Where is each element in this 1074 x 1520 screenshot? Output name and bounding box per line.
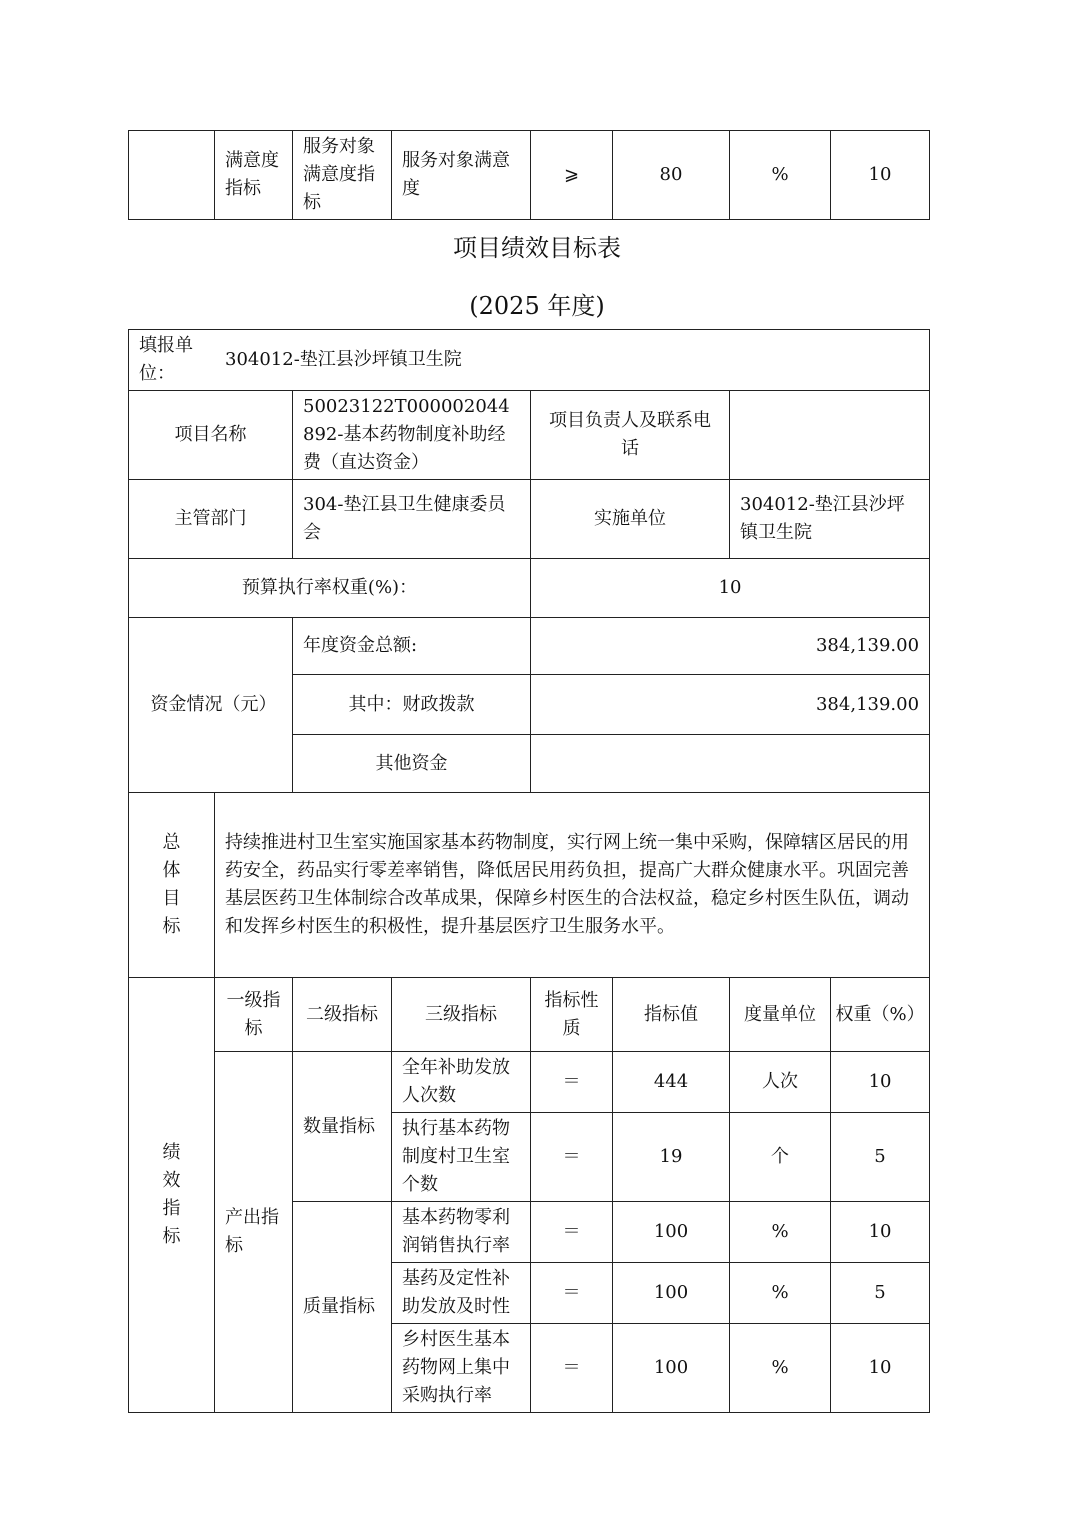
quality-label: 质量指标	[293, 1202, 392, 1413]
other-funds-label: 其他资金	[293, 735, 531, 793]
row-nature: ＝	[531, 1052, 613, 1113]
reporting-unit-row	[129, 330, 930, 391]
goal-text: 持续推进村卫生室实施国家基本药物制度，实行网上统一集中采购，保障辖区居民的用药安全，药品实行零差率销售，降低居民用药负担，提高广大群众健康水平。巩固完善基层医药卫生体制综合改革成果，保障乡村医生的合法权益，稳定乡村医生队伍，调动和发挥乡村医生的积极性，提升基层医疗卫生服务水平。	[215, 793, 930, 978]
other-funds-value	[531, 735, 930, 793]
funds-label-text: 资金情况（元）	[150, 694, 277, 715]
row-weight: 5	[831, 1263, 930, 1324]
perf-label-text: 绩效指标	[162, 1142, 181, 1247]
satisfaction-nature: ⩾	[531, 131, 613, 220]
header-nature: 指标性质	[531, 978, 613, 1052]
satisfaction-unit: %	[730, 131, 831, 220]
impl-label: 实施单位	[531, 480, 730, 559]
top-continuation-table	[128, 130, 930, 220]
header-lvl2: 二级指标	[293, 978, 392, 1052]
row-unit: 个	[730, 1113, 831, 1202]
row-name: 基本药物零利润销售执行率	[392, 1202, 531, 1263]
project-name-value: 50023122T000002044892-基本药物制度补助经费（直达资金）	[293, 391, 531, 480]
budget-label: 预算执行率权重(%)：	[129, 559, 531, 618]
performance-table	[128, 329, 930, 1413]
dept-value: 304-垫江县卫生健康委员会	[293, 480, 531, 559]
row-nature: ＝	[531, 1113, 613, 1202]
goal-label-text: 总体目标	[162, 832, 181, 937]
row-nature: ＝	[531, 1324, 613, 1413]
row-name: 执行基本药物制度村卫生室个数	[392, 1113, 531, 1202]
empty-cell	[129, 131, 215, 220]
header-lvl3: 三级指标	[392, 978, 531, 1052]
row-unit: %	[730, 1202, 831, 1263]
annual-label: 年度资金总额:	[293, 618, 531, 675]
page-subtitle: (2025 年度)	[469, 292, 605, 320]
row-nature: ＝	[531, 1263, 613, 1324]
fiscal-label: 其中：财政拨款	[293, 675, 531, 735]
row-name: 全年补助发放人次数	[392, 1052, 531, 1113]
row-weight: 10	[831, 1052, 930, 1113]
header-value: 指标值	[613, 978, 730, 1052]
row-nature: ＝	[531, 1202, 613, 1263]
row-value: 100	[613, 1324, 730, 1413]
perf-label	[129, 978, 215, 1413]
row-unit: 人次	[730, 1052, 831, 1113]
row-value: 100	[613, 1202, 730, 1263]
quantity-label: 数量指标	[293, 1052, 392, 1202]
satisfaction-lvl1: 满意度指标	[215, 131, 293, 220]
row-name: 基药及定性补助发放及时性	[392, 1263, 531, 1324]
satisfaction-weight: 10	[831, 131, 930, 220]
row-weight: 10	[831, 1324, 930, 1413]
satisfaction-value: 80	[613, 131, 730, 220]
budget-value: 10	[531, 559, 930, 618]
row-value: 444	[613, 1052, 730, 1113]
row-weight: 5	[831, 1113, 930, 1202]
goal-label	[129, 793, 215, 978]
row-unit: %	[730, 1263, 831, 1324]
row-weight: 10	[831, 1202, 930, 1263]
row-unit: %	[730, 1324, 831, 1413]
page-title: 项目绩效目标表	[453, 234, 621, 262]
owner-value	[730, 391, 930, 480]
satisfaction-lvl3: 服务对象满意度	[392, 131, 531, 220]
owner-label: 项目负责人及联系电话	[531, 391, 730, 480]
header-weight: 权重（%）	[831, 978, 930, 1052]
satisfaction-lvl2: 服务对象满意度指标	[293, 131, 392, 220]
row-name: 乡村医生基本药物网上集中采购执行率	[392, 1324, 531, 1413]
header-unit: 度量单位	[730, 978, 831, 1052]
reporting-unit-label: 填报单位：	[139, 335, 193, 384]
impl-value: 304012-垫江县沙坪镇卫生院	[730, 480, 930, 559]
project-name-label: 项目名称	[129, 391, 293, 480]
header-lvl1: 一级指标	[215, 978, 293, 1052]
reporting-unit-value: 304012-垫江县沙坪镇卫生院	[225, 349, 462, 370]
row-value: 100	[613, 1263, 730, 1324]
funds-label	[129, 618, 293, 793]
dept-label: 主管部门	[129, 480, 293, 559]
row-value: 19	[613, 1113, 730, 1202]
annual-value: 384,139.00	[531, 618, 930, 675]
fiscal-value: 384,139.00	[531, 675, 930, 735]
output-lvl1: 产出指标	[215, 1052, 293, 1413]
